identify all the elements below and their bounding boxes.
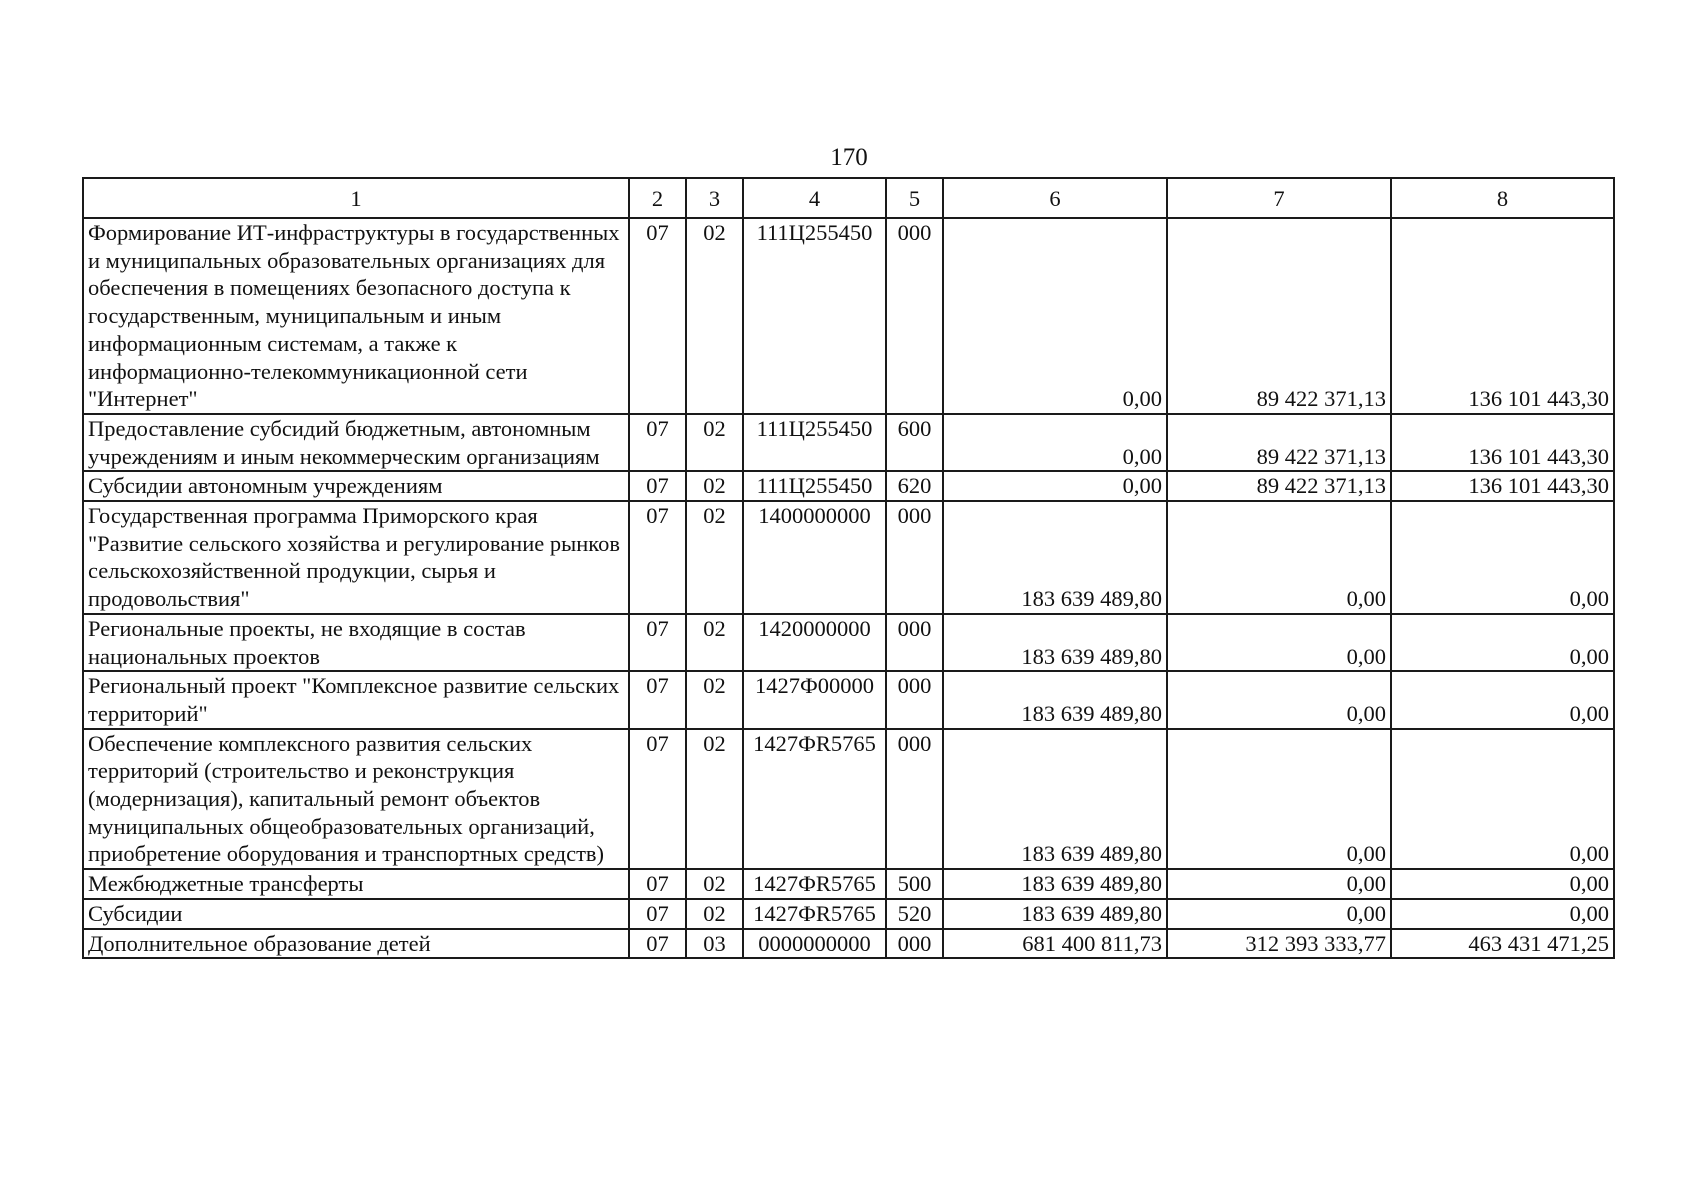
- subsection-code: 02: [686, 614, 743, 671]
- expense-type-code: 000: [886, 614, 943, 671]
- section-code: 07: [629, 614, 686, 671]
- amount-col-7: 0,00: [1167, 899, 1391, 929]
- subsection-code: 02: [686, 218, 743, 414]
- amount-col-6: 183 639 489,80: [943, 501, 1167, 614]
- expense-type-code: 000: [886, 218, 943, 414]
- amount-col-8: 0,00: [1391, 899, 1614, 929]
- page-number: 170: [830, 144, 868, 171]
- amount-col-7: 0,00: [1167, 869, 1391, 899]
- amount-col-8: 463 431 471,25: [1391, 929, 1614, 959]
- amount-col-8: 0,00: [1391, 501, 1614, 614]
- amount-col-8: 136 101 443,30: [1391, 471, 1614, 501]
- amount-col-8: 0,00: [1391, 614, 1614, 671]
- expense-type-code: 000: [886, 501, 943, 614]
- subsection-code: 03: [686, 929, 743, 959]
- amount-col-8: 0,00: [1391, 869, 1614, 899]
- row-name: Дополнительное образование детей: [83, 929, 629, 959]
- header-row: [83, 178, 1614, 218]
- target-article-code: 111Ц255450: [743, 218, 886, 414]
- section-code: 07: [629, 929, 686, 959]
- amount-col-6: 0,00: [943, 471, 1167, 501]
- subsection-code: 02: [686, 729, 743, 870]
- section-code: 07: [629, 471, 686, 501]
- amount-col-6: 0,00: [943, 218, 1167, 414]
- section-code: 07: [629, 671, 686, 728]
- table-row: [83, 218, 1614, 414]
- subsection-code: 02: [686, 869, 743, 899]
- row-name: Субсидии: [83, 899, 629, 929]
- amount-col-6: 183 639 489,80: [943, 729, 1167, 870]
- expense-type-code: 500: [886, 869, 943, 899]
- amount-col-6: 183 639 489,80: [943, 899, 1167, 929]
- amount-col-7: 89 422 371,13: [1167, 414, 1391, 471]
- expense-type-code: 000: [886, 929, 943, 959]
- expense-type-code: 520: [886, 899, 943, 929]
- amount-col-7: 312 393 333,77: [1167, 929, 1391, 959]
- section-code: 07: [629, 501, 686, 614]
- amount-col-6: 183 639 489,80: [943, 614, 1167, 671]
- amount-col-7: 0,00: [1167, 501, 1391, 614]
- amount-col-6: 681 400 811,73: [943, 929, 1167, 959]
- column-header: 1: [83, 178, 629, 218]
- amount-col-6: 183 639 489,80: [943, 869, 1167, 899]
- row-name: Обеспечение комплексного развития сельских территорий (строительство и реконструкция (модернизация), капитальный ремонт объектов муниципальных общеобразовательных организаций, приобретение оборудования и транспортных средств): [83, 729, 629, 870]
- column-header: 5: [886, 178, 943, 218]
- target-article-code: 1420000000: [743, 614, 886, 671]
- table-row: [83, 501, 1614, 614]
- target-article-code: 111Ц255450: [743, 414, 886, 471]
- amount-col-8: 0,00: [1391, 671, 1614, 728]
- expense-type-code: 000: [886, 729, 943, 870]
- column-header: 6: [943, 178, 1167, 218]
- row-name: Государственная программа Приморского края "Развитие сельского хозяйства и регулирование рынков сельскохозяйственной продукции, сырья и продовольствия": [83, 501, 629, 614]
- table-row: [83, 929, 1614, 959]
- target-article-code: 1400000000: [743, 501, 886, 614]
- column-header: 7: [1167, 178, 1391, 218]
- amount-col-7: 0,00: [1167, 671, 1391, 728]
- target-article-code: 0000000000: [743, 929, 886, 959]
- row-name: Региональный проект "Комплексное развитие сельских территорий": [83, 671, 629, 728]
- subsection-code: 02: [686, 501, 743, 614]
- amount-col-7: 0,00: [1167, 729, 1391, 870]
- target-article-code: 111Ц255450: [743, 471, 886, 501]
- section-code: 07: [629, 869, 686, 899]
- target-article-code: 1427Ф00000: [743, 671, 886, 728]
- table-row: [83, 414, 1614, 471]
- table-row: [83, 614, 1614, 671]
- amount-col-7: 89 422 371,13: [1167, 218, 1391, 414]
- row-name: Межбюджетные трансферты: [83, 869, 629, 899]
- table-row: [83, 471, 1614, 501]
- amount-col-6: 0,00: [943, 414, 1167, 471]
- row-name: Формирование ИТ-инфраструктуры в государственных и муниципальных образовательных организациях для обеспечения в помещениях безопасного доступа к государственным, муниципальным и иным информационным системам, а также к информационно-телекоммуникационной сети "Интернет": [83, 218, 629, 414]
- budget-table: [82, 177, 1615, 959]
- row-name: Предоставление субсидий бюджетным, автономным учреждениям и иным некоммерческим организациям: [83, 414, 629, 471]
- subsection-code: 02: [686, 414, 743, 471]
- amount-col-8: 136 101 443,30: [1391, 414, 1614, 471]
- column-header: 3: [686, 178, 743, 218]
- target-article-code: 1427ФR5765: [743, 869, 886, 899]
- expense-type-code: 000: [886, 671, 943, 728]
- row-name: Региональные проекты, не входящие в состав национальных проектов: [83, 614, 629, 671]
- subsection-code: 02: [686, 671, 743, 728]
- table-row: [83, 899, 1614, 929]
- target-article-code: 1427ФR5765: [743, 899, 886, 929]
- amount-col-8: 136 101 443,30: [1391, 218, 1614, 414]
- section-code: 07: [629, 729, 686, 870]
- amount-col-7: 0,00: [1167, 614, 1391, 671]
- expense-type-code: 600: [886, 414, 943, 471]
- column-header: 2: [629, 178, 686, 218]
- amount-col-6: 183 639 489,80: [943, 671, 1167, 728]
- amount-col-8: 0,00: [1391, 729, 1614, 870]
- column-header: 8: [1391, 178, 1614, 218]
- section-code: 07: [629, 414, 686, 471]
- table-row: [83, 729, 1614, 870]
- row-name: Субсидии автономным учреждениям: [83, 471, 629, 501]
- section-code: 07: [629, 899, 686, 929]
- amount-col-7: 89 422 371,13: [1167, 471, 1391, 501]
- column-header: 4: [743, 178, 886, 218]
- subsection-code: 02: [686, 471, 743, 501]
- section-code: 07: [629, 218, 686, 414]
- table-row: [83, 869, 1614, 899]
- target-article-code: 1427ФR5765: [743, 729, 886, 870]
- table-row: [83, 671, 1614, 728]
- subsection-code: 02: [686, 899, 743, 929]
- expense-type-code: 620: [886, 471, 943, 501]
